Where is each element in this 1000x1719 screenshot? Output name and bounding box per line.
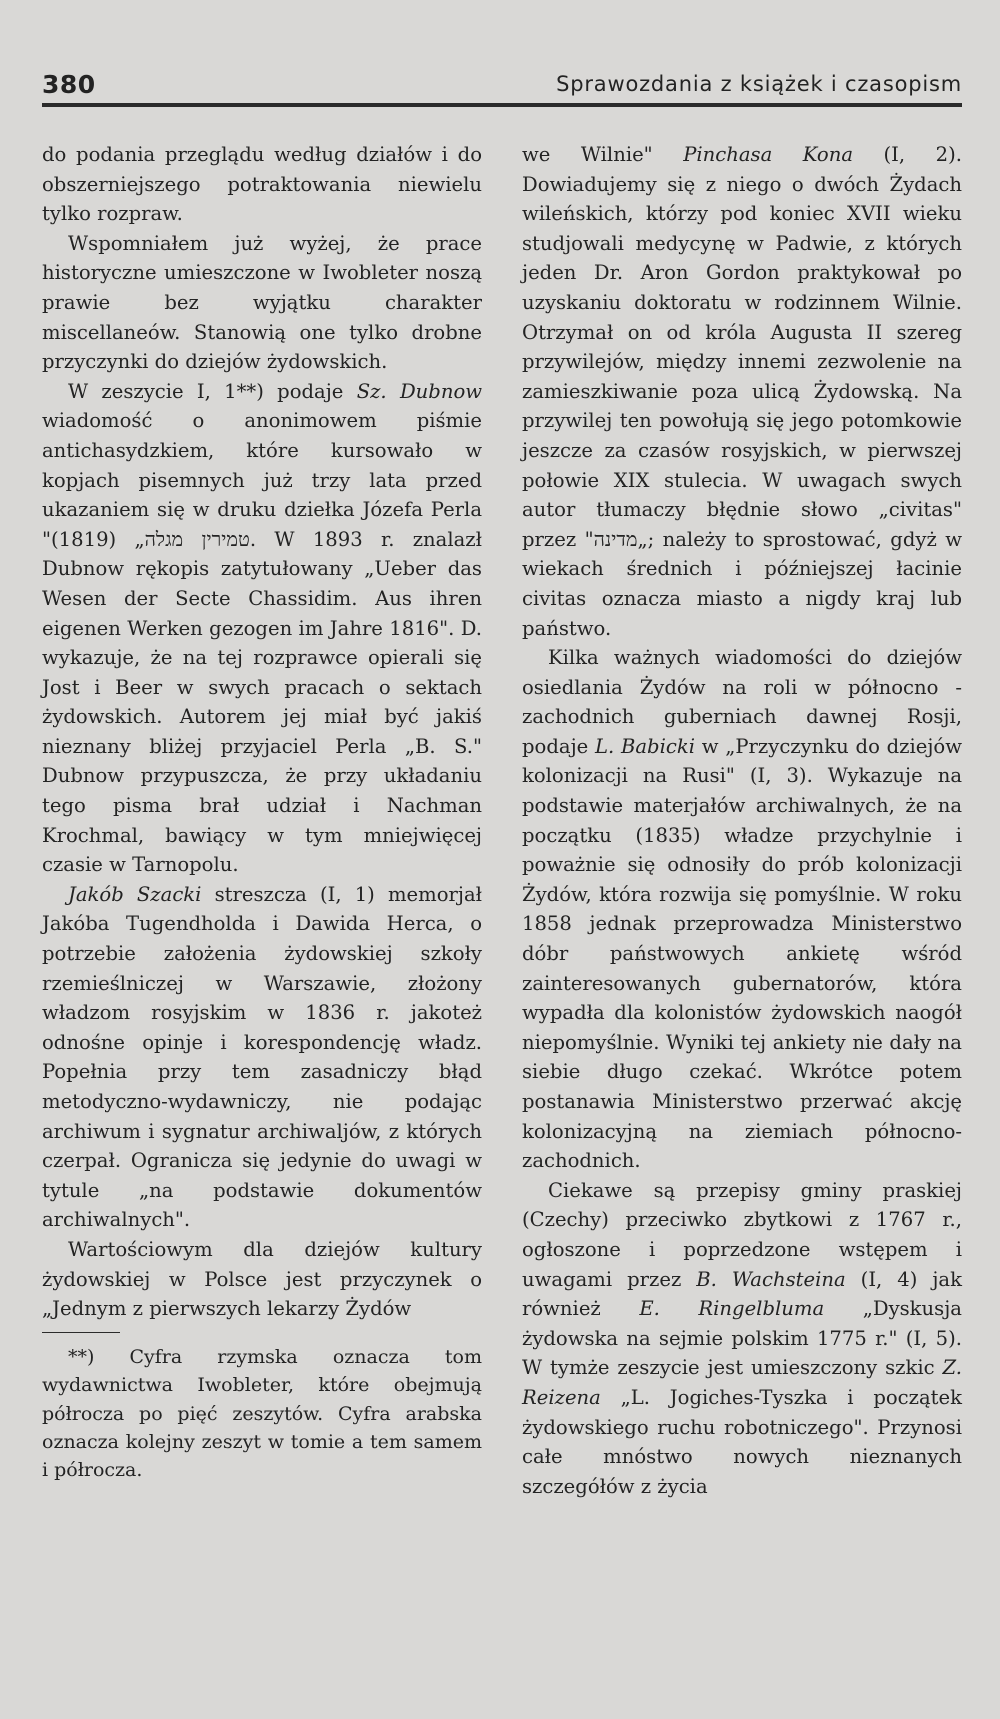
paragraph: Wspomniałem już wyżej, że prace historyczne umieszczone w Iwobleter noszą prawie bez wyjątku charakter miscellaneów. Stanowią one tylko drobne przyczynki do dziejów żydowskich. [42,231,482,374]
footnote [42,1343,482,1484]
paragraph: Wartościowym dla dziejów kultury żydowskiej w Polsce jest przyczynek o „Jednym z pierwszych lekarzy Żydów [42,1237,482,1321]
page-number: 380 [42,70,96,99]
author-name: Z. Reizena [522,1356,962,1409]
text-run: wiadomość o anonimowem piśmie antichasydzkiem, które kursowało w kopjach pisemnych już trzy lata przed ukazaniem się w druku dziełka Józefa Perla "טמירין מגלה„ (1819). W 1893 r. znalazł Dubnow rękopis zatytułowany „Ueber das Wesen der Secte Chassidim. Aus ihren eigenen Werken gezogen im Jahre 1816". D. wykazuje, że na tej rozprawce opierali się Jost i Beer w swych pracach o sektach żydowskich. Autorem jej miał być jakiś nieznany bliżej przyjaciel Perla „B. S." Dubnow przypuszcza, że przy układaniu tego pisma brał udział i Nachman Krochmal, bawiący w tym mniejwięcej czasie w Tarnopolu. [42,409,482,877]
paragraph [522,140,962,643]
paragraph: do podania przeglądu według działów i do obszerniejszego potraktowania niewielu tylko rozpraw. [42,143,482,226]
text-run: w „Przyczynku do dziejów kolonizacji na Rusi" (I, 3). Wykazuje na podstawie materjałów archiwalnych, że na początku (1835) władze przychylnie i poważnie się odnosiły do prób kolonizacji Żydów, która rozwija się pomyślnie. W roku 1858 jednak przeprowadza Ministerstwo dóbr państwowych ankietę wśród zainteresowanych gubernatorów, która wypadła dla kolonistów żydowskich naogół niepomyślnie. Wyniki tej ankiety nie dały na siebie długo czekać. Wkrótce potem postanawia Ministerstwo przerwać akcję kolonizacyjną na ziemiach północno-zachodnich. [522,734,962,1173]
right-column [522,140,962,1501]
author-name: Pinchasa Kona [683,143,853,166]
author-name: B. Wachsteina [696,1267,846,1291]
text-run: streszcza (I, 1) memorjał Jakóba Tugendholda i Dawida Herca, o potrzebie założenia żydowskiej szkoły rzemieślniczej w Warszawie, złożony władzom rosyjskim w 1836 r. jakoteż odnośne opinje i korespondencję władz. Popełnia przy tem zasadniczy błąd metodyczno-wydawniczy, nie podając archiwum i sygnatur archiwaljów, z których czerpał. Ogranicza się jedynie do uwagi w tytule „na podstawie dokumentów archiwalnych". [42,882,482,1232]
paragraph [522,643,962,1176]
author-name: Sz. Dubnow [356,379,483,403]
text-run: „L. Jogiches-Tyszka i początek żydowskiego ruchu robotniczego". Przynosi całe mnóstwo nowych nieznanych szczegółów z życia [522,1385,962,1498]
footnote-rule [42,1332,120,1334]
running-title: Sprawozdania z książek i czasopism [556,72,962,96]
paragraph [42,377,482,880]
author-name: E. Ringelbluma [639,1297,825,1321]
text-run: Kilka ważnych wiadomości do dziejów osiedlania Żydów na roli w północno - zachodnich guberniach dawnej Rosji, podaje [522,646,962,758]
text-run: Ciekawe są przepisy gminy praskiej (Czechy) przeciwko zbytkowi z 1767 r., ogłoszone i poprzedzone wstępem i uwagami przez [522,1178,962,1291]
paragraph [42,880,482,1235]
page-header [42,70,962,106]
author-name: L. Babicki [594,734,695,758]
header-rule [42,103,962,107]
footnote-text: **) Cyfra rzymska oznacza tom wydawnictwa Iwobleter, które obejmują półrocza po pięć zeszytów. Cyfra arabska oznacza kolejny zeszyt w tomie a tem samem i półrocza. [42,1346,482,1482]
text-run: (I, 2). Dowiadujemy się z niego o dwóch Żydach wileńskich, którzy pod koniec XVII wieku studjowali medycynę w Padwie, z których jeden Dr. Aron Gordon praktykował po uzyskaniu doktoratu w rodzinnem Wilnie. Otrzymał on od króla Augusta II szereg przywilejów, między innemi zezwolenie na zamieszkiwanie poza ulicą Żydowską. Na przywilej ten powołują się jego potomkowie jeszcze za czasów rosyjskich, w pierwszej połowie XIX stulecia. W uwagach swych autor tłumaczy błędnie słowo „civitas" przez "מדינה„; należy to sprostować, gdyż w wiekach średnich i późniejszej łacinie civitas oznacza miasto a nigdy kraj lub państwo. [522,143,962,640]
author-name: Jakób Szacki [68,882,202,906]
text-run: (I, 4) jak również [522,1267,962,1321]
text-run: W zeszycie I, 1**) podaje [68,379,357,403]
paragraph [522,1176,962,1502]
text-run: we Wilnie" [522,143,684,166]
text-run: „Dyskusja żydowska na sejmie polskim 1775 r." (I, 5). W tymże zeszycie jest umieszczony szkic [522,1297,962,1380]
left-column [42,140,482,1484]
